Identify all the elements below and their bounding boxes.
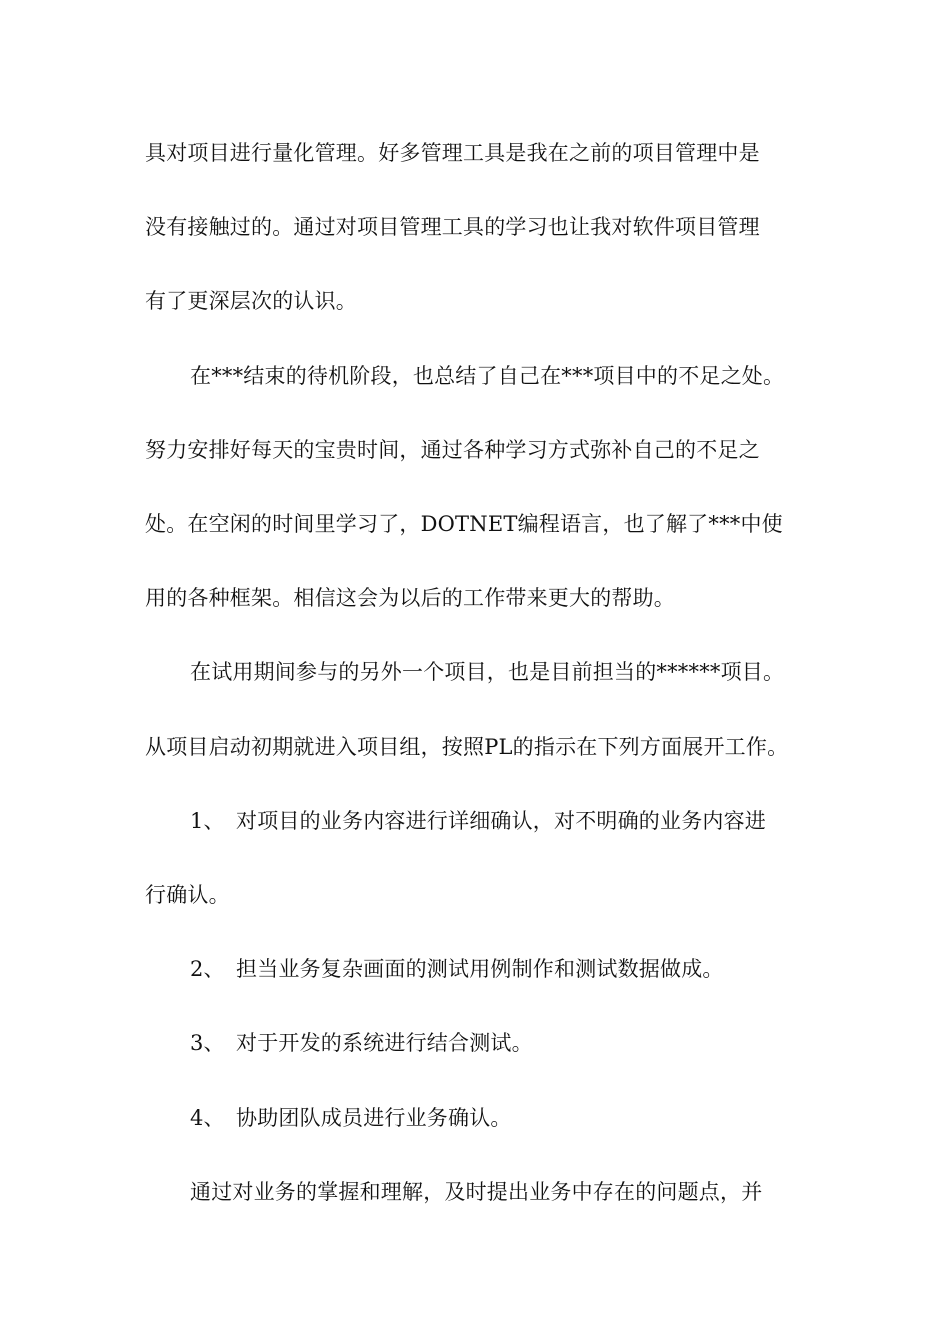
list-item-1-text: 对项目的业务内容进行详细确认，对不明确的业务内容进 xyxy=(236,809,766,833)
paragraph-line-9: 从项目启动初期就进入项目组，按照PL的指示在下列方面展开工作。 xyxy=(145,735,789,759)
paragraph-line-8: 在试用期间参与的另外一个项目，也是目前担当的******项目。 xyxy=(190,660,785,684)
list-item-1-continuation: 行确认。 xyxy=(145,883,230,907)
list-item-4-text: 协助团队成员进行业务确认。 xyxy=(236,1106,512,1130)
list-item-3 xyxy=(190,1029,870,1057)
paragraph-line-4: 在***结束的待机阶段，也总结了自己在***项目中的不足之处。 xyxy=(190,364,785,388)
paragraph-line-6: 处。在空闲的时间里学习了，DOTNET编程语言，也了解了***中使 xyxy=(145,512,783,536)
list-number-1: 1、 xyxy=(190,809,225,833)
list-number-4: 4、 xyxy=(190,1106,225,1130)
paragraph-line-2: 没有接触过的。通过对项目管理工具的学习也让我对软件项目管理 xyxy=(145,215,760,239)
list-item-1 xyxy=(190,807,870,835)
list-item-3-text: 对于开发的系统进行结合测试。 xyxy=(236,1031,533,1055)
list-number-3: 3、 xyxy=(190,1031,225,1055)
list-number-2: 2、 xyxy=(190,957,225,981)
paragraph-line-3: 有了更深层次的认识。 xyxy=(145,289,357,313)
paragraph-line-7: 用的各种框架。相信这会为以后的工作带来更大的帮助。 xyxy=(145,586,675,610)
paragraph-line-5: 努力安排好每天的宝贵时间，通过各种学习方式弥补自己的不足之 xyxy=(145,438,760,462)
list-item-2-text: 担当业务复杂画面的测试用例制作和测试数据做成。 xyxy=(236,957,724,981)
list-item-4 xyxy=(190,1104,870,1132)
paragraph-line-15: 通过对业务的掌握和理解，及时提出业务中存在的问题点，并 xyxy=(190,1180,763,1204)
list-item-2 xyxy=(190,955,870,983)
paragraph-line-1: 具对项目进行量化管理。好多管理工具是我在之前的项目管理中是 xyxy=(145,141,760,165)
